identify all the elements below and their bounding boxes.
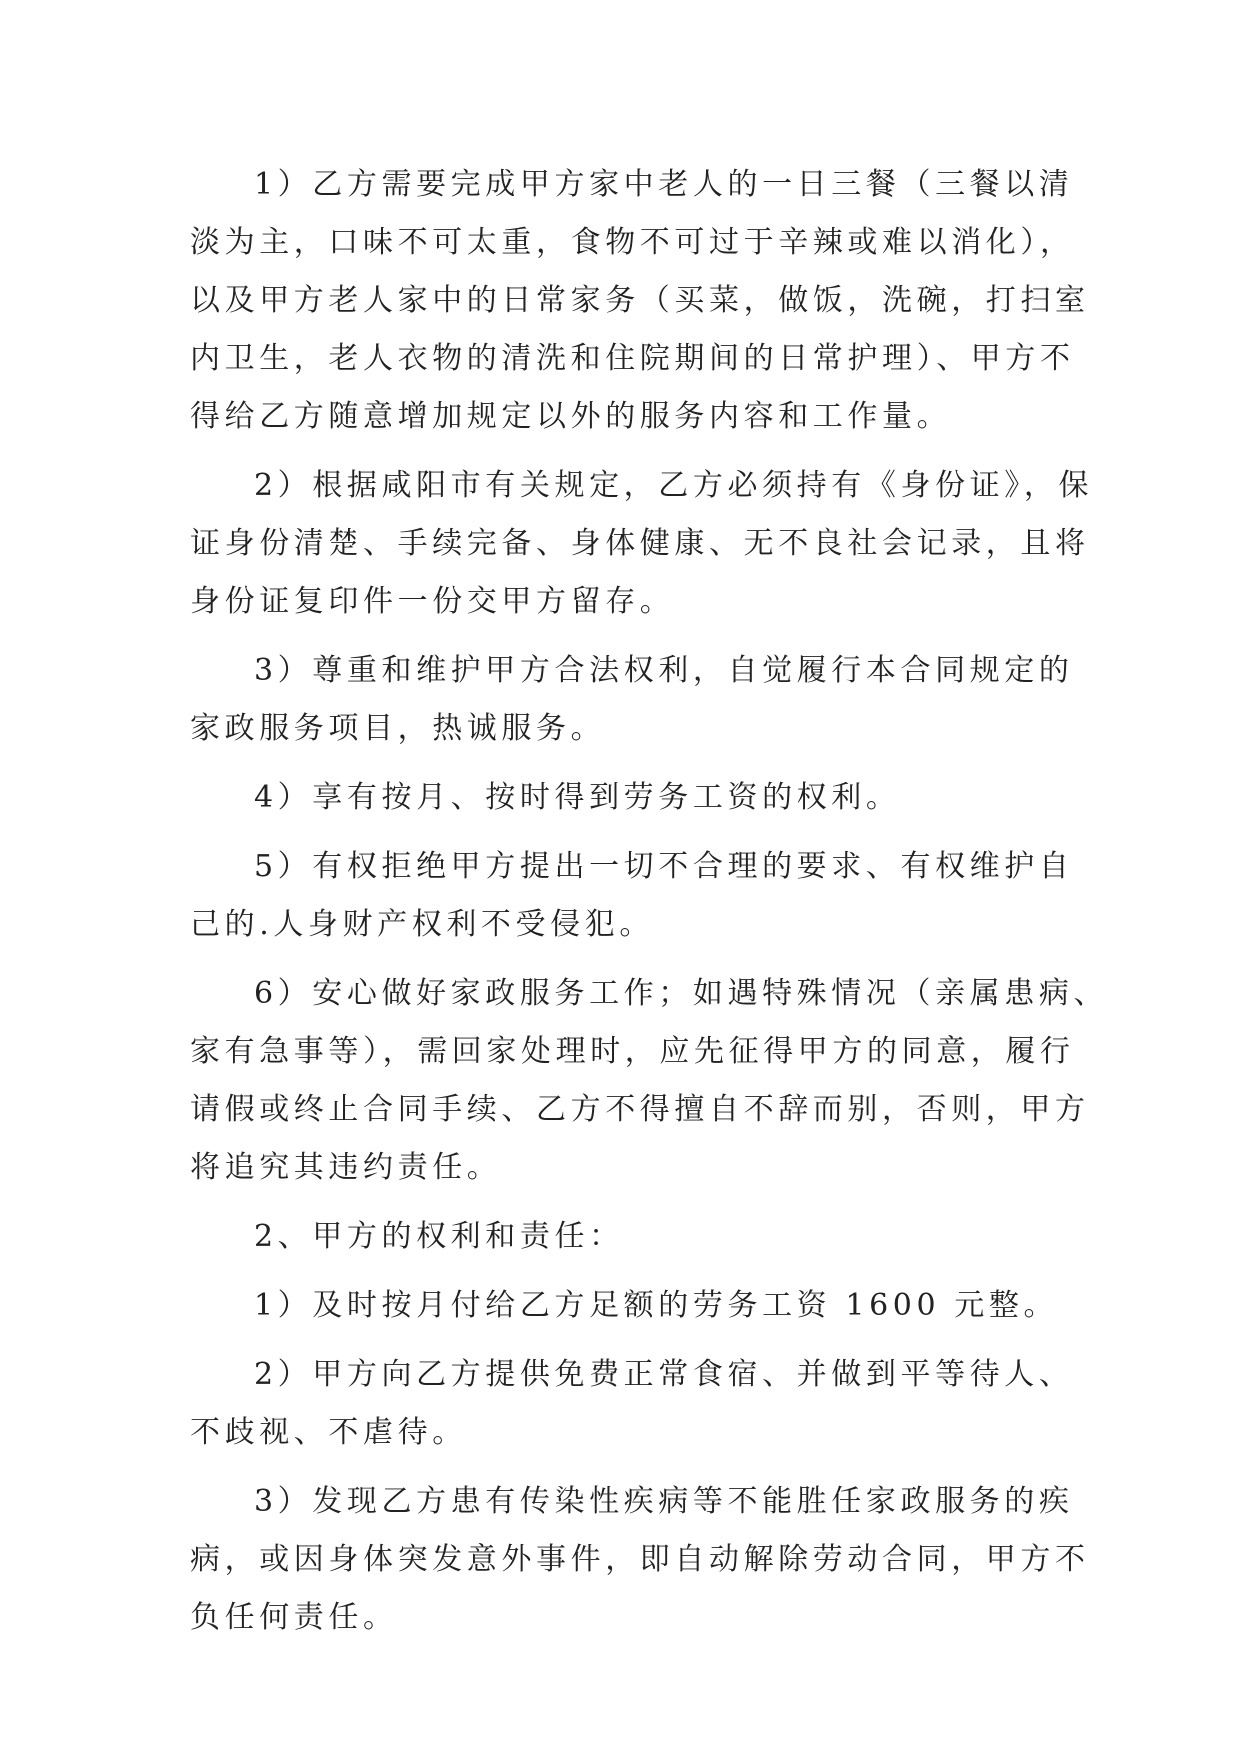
paragraph-line: 不歧视、不虐待。	[190, 1415, 467, 1450]
paragraph-8	[190, 1346, 1074, 1462]
paragraph-1	[190, 156, 1090, 446]
paragraph-5	[190, 838, 1074, 954]
paragraph-7	[190, 1277, 1060, 1335]
paragraph-line: 2）甲方向乙方提供免费正常食宿、并做到平等待人、	[254, 1357, 1074, 1392]
paragraph-line: 1）及时按月付给乙方足额的劳务工资 1600 元整。	[254, 1288, 1059, 1323]
paragraph-line: 身份证复印件一份交甲方留存。	[190, 584, 675, 619]
paragraph-line: 病，或因身体突发意外事件，即自动解除劳动合同，甲方不	[190, 1542, 1090, 1577]
paragraph-line: 证身份清楚、手续完备、身体健康、无不良社会记录，且将	[190, 526, 1090, 561]
paragraph-line: 得给乙方随意增加规定以外的服务内容和工作量。	[190, 399, 952, 434]
paragraph-3	[190, 642, 1074, 758]
document-body	[190, 156, 1109, 1658]
paragraph-line: 负任何责任。	[190, 1600, 398, 1635]
paragraph-line: 淡为主，口味不可太重，食物不可过于辛辣或难以消化），	[190, 225, 1075, 260]
paragraph-9	[190, 1473, 1090, 1647]
paragraph-6	[190, 965, 1109, 1197]
paragraph-4	[190, 769, 1060, 827]
paragraph-line: 内卫生，老人衣物的清洗和住院期间的日常护理）、甲方不	[190, 341, 1075, 376]
paragraph-line: 家政服务项目，热诚服务。	[190, 711, 606, 746]
paragraph-line: 3）尊重和维护甲方合法权利，自觉履行本合同规定的	[254, 653, 1074, 688]
paragraph-2	[190, 457, 1094, 631]
paragraph-line: 2、甲方的权利和责任：	[254, 1219, 624, 1254]
paragraph-line: 请假或终止合同手续、乙方不得擅自不辞而别，否则，甲方	[190, 1092, 1090, 1127]
paragraph-line: 6）安心做好家政服务工作；如遇特殊情况（亲属患病、	[254, 976, 1109, 1011]
paragraph-line: 将追究其违约责任。	[190, 1150, 502, 1185]
paragraph-line: 2）根据咸阳市有关规定，乙方必须持有《身份证》，保	[254, 468, 1094, 503]
paragraph-line: 己的.人身财产权利不受侵犯。	[190, 907, 654, 942]
paragraph-line: 1）乙方需要完成甲方家中老人的一日三餐（三餐以清	[254, 167, 1074, 202]
section-heading	[190, 1208, 1060, 1266]
paragraph-line: 3）发现乙方患有传染性疾病等不能胜任家政服务的疾	[254, 1484, 1074, 1519]
paragraph-line: 家有急事等），需回家处理时，应先征得甲方的同意，履行	[190, 1034, 1075, 1069]
paragraph-line: 4）享有按月、按时得到劳务工资的权利。	[254, 780, 901, 815]
paragraph-line: 5）有权拒绝甲方提出一切不合理的要求、有权维护自	[254, 849, 1074, 884]
paragraph-line: 以及甲方老人家中的日常家务（买菜，做饭，洗碗，打扫室	[190, 283, 1090, 318]
